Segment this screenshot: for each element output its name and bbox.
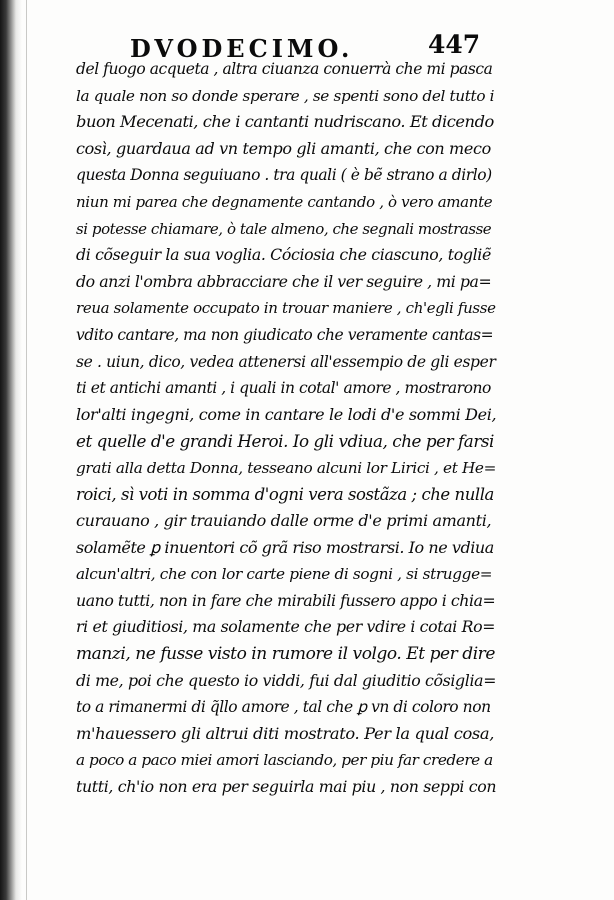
- text-line: niun mi parea che degnamente cantando , ò vero amante: [76, 192, 493, 211]
- text-line: ti et antichi amanti , i quali in cotal' amore , mostrarono: [76, 379, 491, 398]
- text-line: roici, sì voti in somma d'ogni vera sostãza ; che nulla: [76, 484, 494, 504]
- text-line: alcun'altri, che con lor carte piene di sogni , si strugge=: [76, 565, 493, 584]
- text-line: tutti, ch'io non era per seguirla mai piu , non seppi con: [76, 777, 497, 797]
- text-line: do anzi l'ombra abbracciare che il ver seguire , mi pa=: [76, 271, 492, 291]
- text-line: curauano , gir trauiando dalle orme d'e primi amanti,: [76, 511, 492, 531]
- text-line: lor'alti ingegni, come in cantare le lodi d'e sommi Dei,: [76, 404, 497, 424]
- binding-shadow: [0, 0, 22, 900]
- text-line: uano tutti, non in fare che mirabili fussero appo i chia=: [76, 590, 496, 610]
- text-line: di me, poi che questo io viddi, fui dal giuditio cõsiglia=: [76, 670, 497, 690]
- text-line: a poco a paco miei amori lasciando, per piu far credere a: [76, 751, 493, 770]
- text-line: questa Donna seguiuano . tra quali ( è bẽ strano a dirlo): [76, 166, 492, 185]
- text-line: buon Mecenati, che i cantanti nudriscano. Et dicendo: [76, 112, 494, 132]
- page-edge-line: [26, 0, 27, 900]
- text-line: si potesse chiamare, ò tale almeno, che segnali mostrasse: [76, 219, 492, 238]
- text-line: se . uiun, dico, vedea attenersi all'essempio de gli esper: [76, 352, 496, 371]
- running-head: DVODECIMO.: [130, 34, 354, 63]
- text-line: grati alla detta Donna, tesseano alcuni lor Lirici , et He=: [76, 458, 497, 477]
- text-line: ri et giuditiosi, ma solamente che per vdire i cotai Ro=: [76, 617, 496, 637]
- text-line: la quale non so donde sperare , se spenti sono del tutto i: [76, 86, 495, 105]
- text-line: to a rimanermi di q̃llo amore , tal che ꝑ vn di coloro non: [76, 698, 491, 717]
- text-line: manzi, ne fusse visto in rumore il volgo. Et per dire: [76, 644, 495, 665]
- text-line: vdito cantare, ma non giudicato che veramente cantas=: [76, 325, 494, 344]
- text-line: m'hauessero gli altrui diti mostrato. Per la qual cosa,: [76, 723, 495, 743]
- text-line: così, guardaua ad vn tempo gli amanti, che con meco: [76, 138, 491, 158]
- page-number: 447: [428, 30, 481, 59]
- text-line: solamẽte ꝑ inuentori cõ grã riso mostrarsi. Io ne vdiua: [76, 537, 494, 557]
- text-line: et quelle d'e grandi Heroi. Io gli vdiua, che per farsi: [76, 431, 494, 452]
- body-text: [76, 56, 496, 801]
- text-line: del fuogo acqueta , altra ciuanza conuerrà che mi pasca: [76, 60, 493, 78]
- text-line: reua solamente occupato in trouar maniere , ch'egli fusse: [76, 299, 496, 318]
- text-line: di cõseguir la sua voglia. Cóciosia che ciascuno, togliẽ: [76, 245, 491, 265]
